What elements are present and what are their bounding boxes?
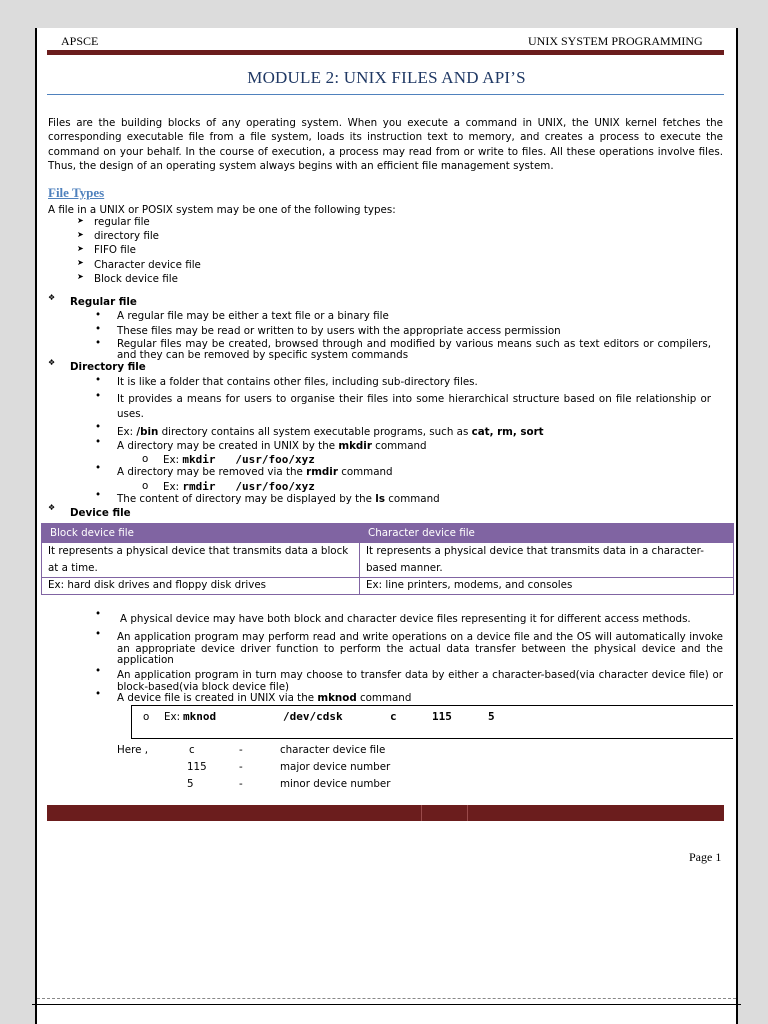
bullet-dot-icon: • [95,608,102,620]
legend-dash: - [239,761,243,773]
document-page [35,28,738,1024]
arrow-bullet-icon: ➤ [77,216,84,225]
example-path: /dev/cdsk [283,710,343,723]
table-cell: Ex: hard disk drives and floppy disk drives [42,578,360,595]
device-comparison-table [41,523,734,595]
device-bullet: A physical device may have both block and character device files representing it for different access methods. [120,613,691,625]
arrow-bullet-icon: ➤ [77,244,84,253]
table-header-block: Block device file [42,524,360,543]
intro-paragraph: Files are the building blocks of any operating system. When you execute a command in UNIX, the UNIX kernel fetches the corresponding executable file from a file system, loads its instruction text to memory, and creates a process to execute the command on your behalf. In the course of execution, a process may read from or write to files. All these operations involve files. Thus, the design of an operating system always begins with an efficient file management system. [48,117,723,172]
legend-dash: - [239,778,243,790]
device-file-heading: Device file [70,507,131,519]
legend-desc: character device file [280,744,386,756]
example-major: 115 [432,710,452,723]
mkdir-example: Ex: mkdir /usr/foo/xyz [163,453,315,466]
bottom-rule [37,998,736,999]
legend-key: 5 [187,778,194,790]
header-right: UNIX SYSTEM PROGRAMMING [528,34,703,48]
regular-bullet: A regular file may be either a text file or a binary file [117,310,389,322]
diamond-bullet-icon: ❖ [48,503,56,512]
legend-desc: major device number [280,761,391,773]
diamond-bullet-icon: ❖ [48,358,56,367]
rmdir-example: Ex: rmdir /usr/foo/xyz [163,480,315,493]
bullet-dot-icon: • [95,421,102,433]
device-bullet-mknod: A device file is created in UNIX via the mknod command [117,692,412,704]
circle-bullet-icon: o [143,711,150,723]
file-type-item: FIFO file [94,244,136,256]
bullet-dot-icon: • [95,309,102,321]
page-number: Page 1 [689,850,722,864]
file-types-heading: File Types [48,185,105,200]
regular-file-heading: Regular file [70,296,137,308]
bottom-rule [32,1004,741,1005]
table-header-character: Character device file [360,524,734,543]
table-cell: Ex: line printers, modems, and consoles [360,578,734,595]
arrow-bullet-icon: ➤ [77,230,84,239]
bullet-dot-icon: • [95,374,102,386]
table-row [42,543,734,578]
bullet-dot-icon: • [95,337,102,349]
file-type-item: regular file [94,216,150,228]
bullet-dot-icon: • [95,436,102,448]
bullet-dot-icon: • [95,665,102,677]
directory-bullet: It is like a folder that contains other files, including sub-directory files. [117,376,478,388]
file-type-item: Block device file [94,273,178,285]
device-bullet: An application program may perform read and write operations on a device file and the OS will automatically invoke an appropriate device driver function to perform the actual data transfer between the physical device and the application [117,631,723,666]
bullet-dot-icon: • [95,628,102,640]
file-type-item: Character device file [94,259,201,271]
directory-bullet-bin: Ex: /bin directory contains all system executable programs, such as cat, rm, sort [117,426,544,438]
device-bullet: An application program in turn may choose to transfer data by either a character-based(via character device file) or block-based(via block device file) [117,669,723,693]
file-types-lead: A file in a UNIX or POSIX system may be one of the following types: [48,204,396,216]
directory-bullet: It provides a means for users to organise their files into some hierarchical structure based on file relationship or uses. [117,393,711,420]
arrow-bullet-icon: ➤ [77,272,84,281]
directory-file-heading: Directory file [70,361,146,373]
arrow-bullet-icon: ➤ [77,258,84,267]
legend-key: 115 [187,761,207,773]
legend-desc: minor device number [280,778,391,790]
example-minor: 5 [488,710,495,723]
bullet-dot-icon: • [95,489,102,501]
diamond-bullet-icon: ❖ [48,293,56,302]
table-cell: It represents a physical device that transmits data a block at a time. [42,543,360,578]
bullet-dot-icon: • [95,462,102,474]
example-command: mknod [183,710,217,723]
circle-bullet-icon: o [142,480,149,492]
bullet-dot-icon: • [95,390,102,402]
legend-here: Here , [117,744,148,756]
example-type: c [390,710,397,723]
table-row [42,578,734,595]
header-bar [47,50,724,55]
directory-bullet-ls: The content of directory may be displayed by the ls command [117,493,440,505]
page-title: MODULE 2: UNIX FILES AND API’S [247,68,526,87]
bullet-dot-icon: • [95,688,102,700]
directory-bullet-rmdir: A directory may be removed via the rmdir command [117,466,393,478]
mknod-example-box [131,705,733,739]
regular-bullet: These files may be read or written to by users with the appropriate access permission [117,325,561,337]
file-type-item: directory file [94,230,160,242]
legend-key: c [189,744,195,756]
circle-bullet-icon: o [142,453,149,465]
directory-bullet-mkdir: A directory may be created in UNIX by the mkdir command [117,440,427,452]
footer-bar [47,805,724,821]
regular-bullet: Regular files may be created, browsed through and modified by various means such as text editors or compilers, and they can be removed by specific system commands [117,338,711,361]
header-left: APSCE [61,34,99,48]
legend-dash: - [239,744,243,756]
title-rule [47,94,724,95]
table-cell: It represents a physical device that transmits data in a character-based manner. [360,543,734,578]
bullet-dot-icon: • [95,323,102,335]
example-label: Ex: [164,711,181,723]
